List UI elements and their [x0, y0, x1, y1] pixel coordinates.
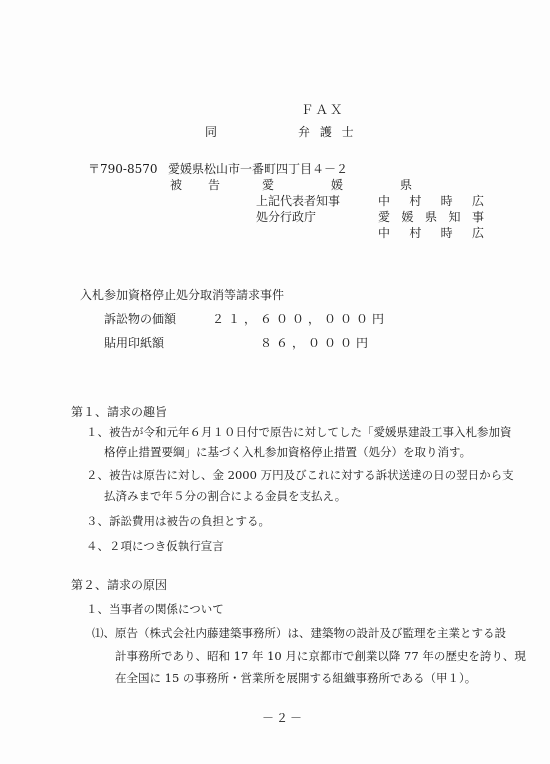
section2-para-line1: ⑴、原告（株式会社内藤建築事務所）は、建築物の設計及び監理を主業とする設 — [92, 626, 506, 640]
representative-name: 中 村 時 広 — [378, 194, 484, 208]
claim-value-label: 訴訟物の価額 — [104, 312, 177, 326]
fax-label: ＦＡＸ — [301, 102, 345, 117]
section1-heading: 第１、請求の趣旨 — [71, 405, 168, 419]
section1-item-4: ４、２項につき仮執行宣言 — [86, 539, 224, 553]
section1-item-2-line2: 払済みまで年５分の割合による金員を支払え。 — [104, 489, 347, 503]
section2-para-line3: 在全国に 15 の事務所・営業所を展開する組織事務所である（甲１）。 — [115, 671, 477, 685]
page-number: －２－ — [262, 711, 305, 725]
section2-subheading: １、当事者の関係について — [86, 602, 224, 616]
agency-person: 中 村 時 広 — [378, 226, 484, 240]
stamp-fee: ８６，０００円 — [260, 336, 373, 350]
defendant-name: 愛 媛 県 — [262, 178, 412, 192]
stamp-fee-label: 貼用印紙額 — [104, 336, 165, 350]
section2-heading: 第２、請求の原因 — [71, 578, 168, 592]
section1-item-2-line1: ２、被告は原告に対し、金 2000 万円及びこれに対する訴状送達の日の翌日から支 — [86, 468, 514, 482]
section1-item-1-line2: 格停止措置要綱」に基づく入札参加資格停止措置（処分）を取り消す。 — [104, 445, 472, 459]
representative-label: 上記代表者知事 — [256, 194, 341, 208]
lawyer-label: 弁 護 士 — [298, 125, 357, 139]
section1-item-1-line1: １、被告が令和元年６月１０日付で原告に対してした「愛媛県建設工事入札参加資 — [86, 425, 512, 439]
agency-label: 処分行政庁 — [256, 210, 317, 224]
claim-value: ２１，６００，０００円 — [212, 312, 389, 326]
section2-para-line2: 計事務所であり、昭和 17 年 10 月に京都市で創業以降 77 年の歴史を誇り、現 — [115, 649, 526, 663]
same-label: 同 — [205, 125, 218, 139]
agency-name: 愛 媛 県 知 事 — [378, 210, 484, 224]
defendant-address: 愛媛県松山市一番町四丁目４－２ — [168, 162, 349, 176]
case-title: 入札参加資格停止処分取消等請求事件 — [80, 288, 285, 302]
section1-item-3: ３、訴訟費用は被告の負担とする。 — [86, 514, 270, 528]
defendant-label: 被 告 — [170, 178, 220, 192]
postal-code: 〒790-8570 — [88, 162, 158, 176]
